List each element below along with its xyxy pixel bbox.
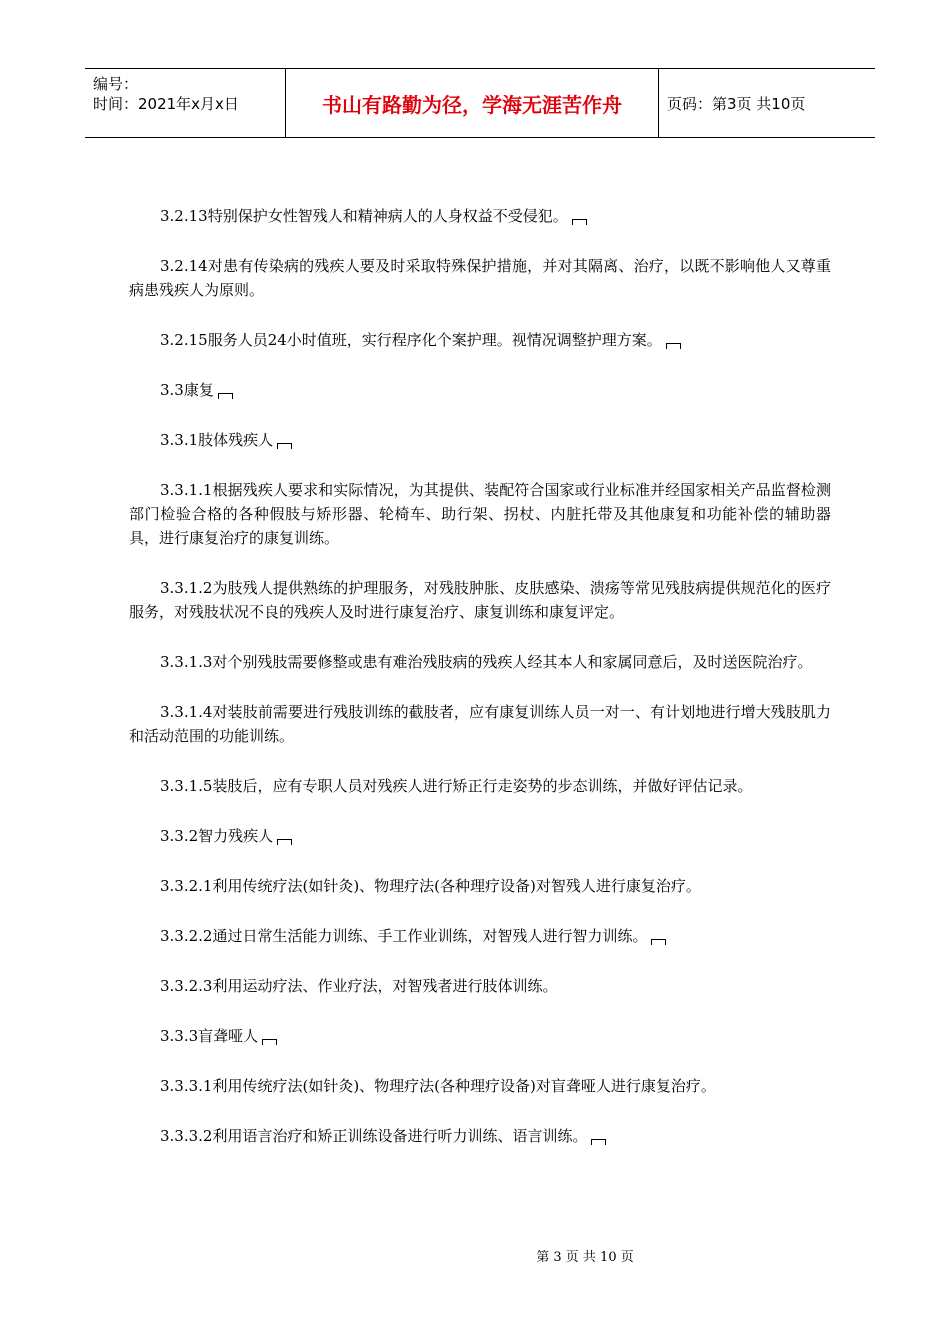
paragraph: [129, 700, 831, 748]
paragraph-text: 3.3康复: [160, 381, 214, 399]
paragraph-text: 3.3.1.3对个别残肢需要修整或患有难治残肢病的残疾人经其本人和家属同意后，及时送医院治疗。: [160, 653, 813, 671]
paragraph: [129, 478, 831, 550]
paragraph-mark-icon: [572, 219, 587, 225]
paragraph-text: 3.2.13特别保护女性智残人和精神病人的人身权益不受侵犯。: [160, 207, 568, 225]
header-motto: 书山有路勤为径，学海无涯苦作舟: [322, 92, 622, 117]
page-footer: 第 3 页 共 10 页: [536, 1250, 634, 1265]
paragraph-text: 3.3.3盲聋哑人: [160, 1027, 259, 1045]
paragraph: [129, 204, 831, 228]
paragraph-text: 3.3.2.3利用运动疗法、作业疗法，对智残者进行肢体训练。: [160, 977, 558, 995]
paragraph: [129, 254, 831, 302]
paragraph-text: 3.3.2智力残疾人: [160, 827, 274, 845]
paragraph: [129, 428, 831, 452]
paragraph-text: 3.3.1.5装肢后，应有专职人员对残疾人进行矫正行走姿势的步态训练，并做好评估记录。: [160, 777, 753, 795]
paragraph: [129, 974, 831, 998]
paragraph-text: 3.3.3.2利用语言治疗和矫正训练设备进行听力训练、语言训练。: [160, 1127, 588, 1145]
paragraph: [129, 576, 831, 624]
paragraph: [129, 378, 831, 402]
paragraph-text: 3.3.1.1根据残疾人要求和实际情况，为其提供、装配符合国家或行业标准并经国家相关产品监督检测部门检验合格的各种假肢与矫形器、轮椅车、助行架、拐杖、内脏托带及其他康复和功能补偿的辅助器具，进行康复治疗的康复训练。: [129, 481, 831, 547]
paragraph-text: 3.2.15服务人员24小时值班，实行程序化个案护理。视情况调整护理方案。: [160, 331, 662, 349]
paragraph: [129, 1024, 831, 1048]
paragraph-mark-icon: [591, 1139, 606, 1145]
time-label: 时间：2021年x月x日: [93, 95, 239, 113]
header-divider: [658, 69, 659, 137]
document-body: [129, 204, 831, 1174]
paragraph-text: 3.3.1.4对装肢前需要进行残肢训练的截肢者，应有康复训练人员一对一、有计划地进行增大残肢肌力和活动范围的功能训练。: [129, 703, 831, 745]
paragraph-text: 3.2.14对患有传染病的残疾人要及时采取特殊保护措施，并对其隔离、治疗，以既不影响他人又尊重病患残疾人为原则。: [129, 257, 831, 299]
paragraph: [129, 328, 831, 352]
paragraph-mark-icon: [262, 1039, 277, 1045]
paragraph: [129, 1074, 831, 1098]
paragraph-text: 3.3.3.1利用传统疗法(如针灸)、物理疗法(各种理疗设备)对盲聋哑人进行康复治疗。: [160, 1077, 716, 1095]
paragraph: [129, 874, 831, 898]
paragraph-text: 3.3.2.2通过日常生活能力训练、手工作业训练，对智残人进行智力训练。: [160, 927, 648, 945]
paragraph-mark-icon: [277, 839, 292, 845]
header-meta: [85, 69, 285, 137]
number-label: 编号：: [93, 75, 139, 93]
paragraph-mark-icon: [651, 939, 666, 945]
header-page-info: 页码：第3页 共10页: [667, 94, 806, 113]
paragraph: [129, 1124, 831, 1148]
paragraph: [129, 824, 831, 848]
paragraph: [129, 650, 831, 674]
paragraph-mark-icon: [666, 343, 681, 349]
paragraph-mark-icon: [218, 393, 233, 399]
paragraph-text: 3.3.2.1利用传统疗法(如针灸)、物理疗法(各种理疗设备)对智残人进行康复治疗。: [160, 877, 701, 895]
paragraph-text: 3.3.1.2为肢残人提供熟练的护理服务，对残肢肿胀、皮肤感染、溃疡等常见残肢病提供规范化的医疗服务，对残肢状况不良的残疾人及时进行康复治疗、康复训练和康复评定。: [129, 579, 831, 621]
paragraph: [129, 774, 831, 798]
paragraph-mark-icon: [277, 443, 292, 449]
paragraph: [129, 924, 831, 948]
page-header: [85, 68, 875, 138]
paragraph-text: 3.3.1肢体残疾人: [160, 431, 274, 449]
